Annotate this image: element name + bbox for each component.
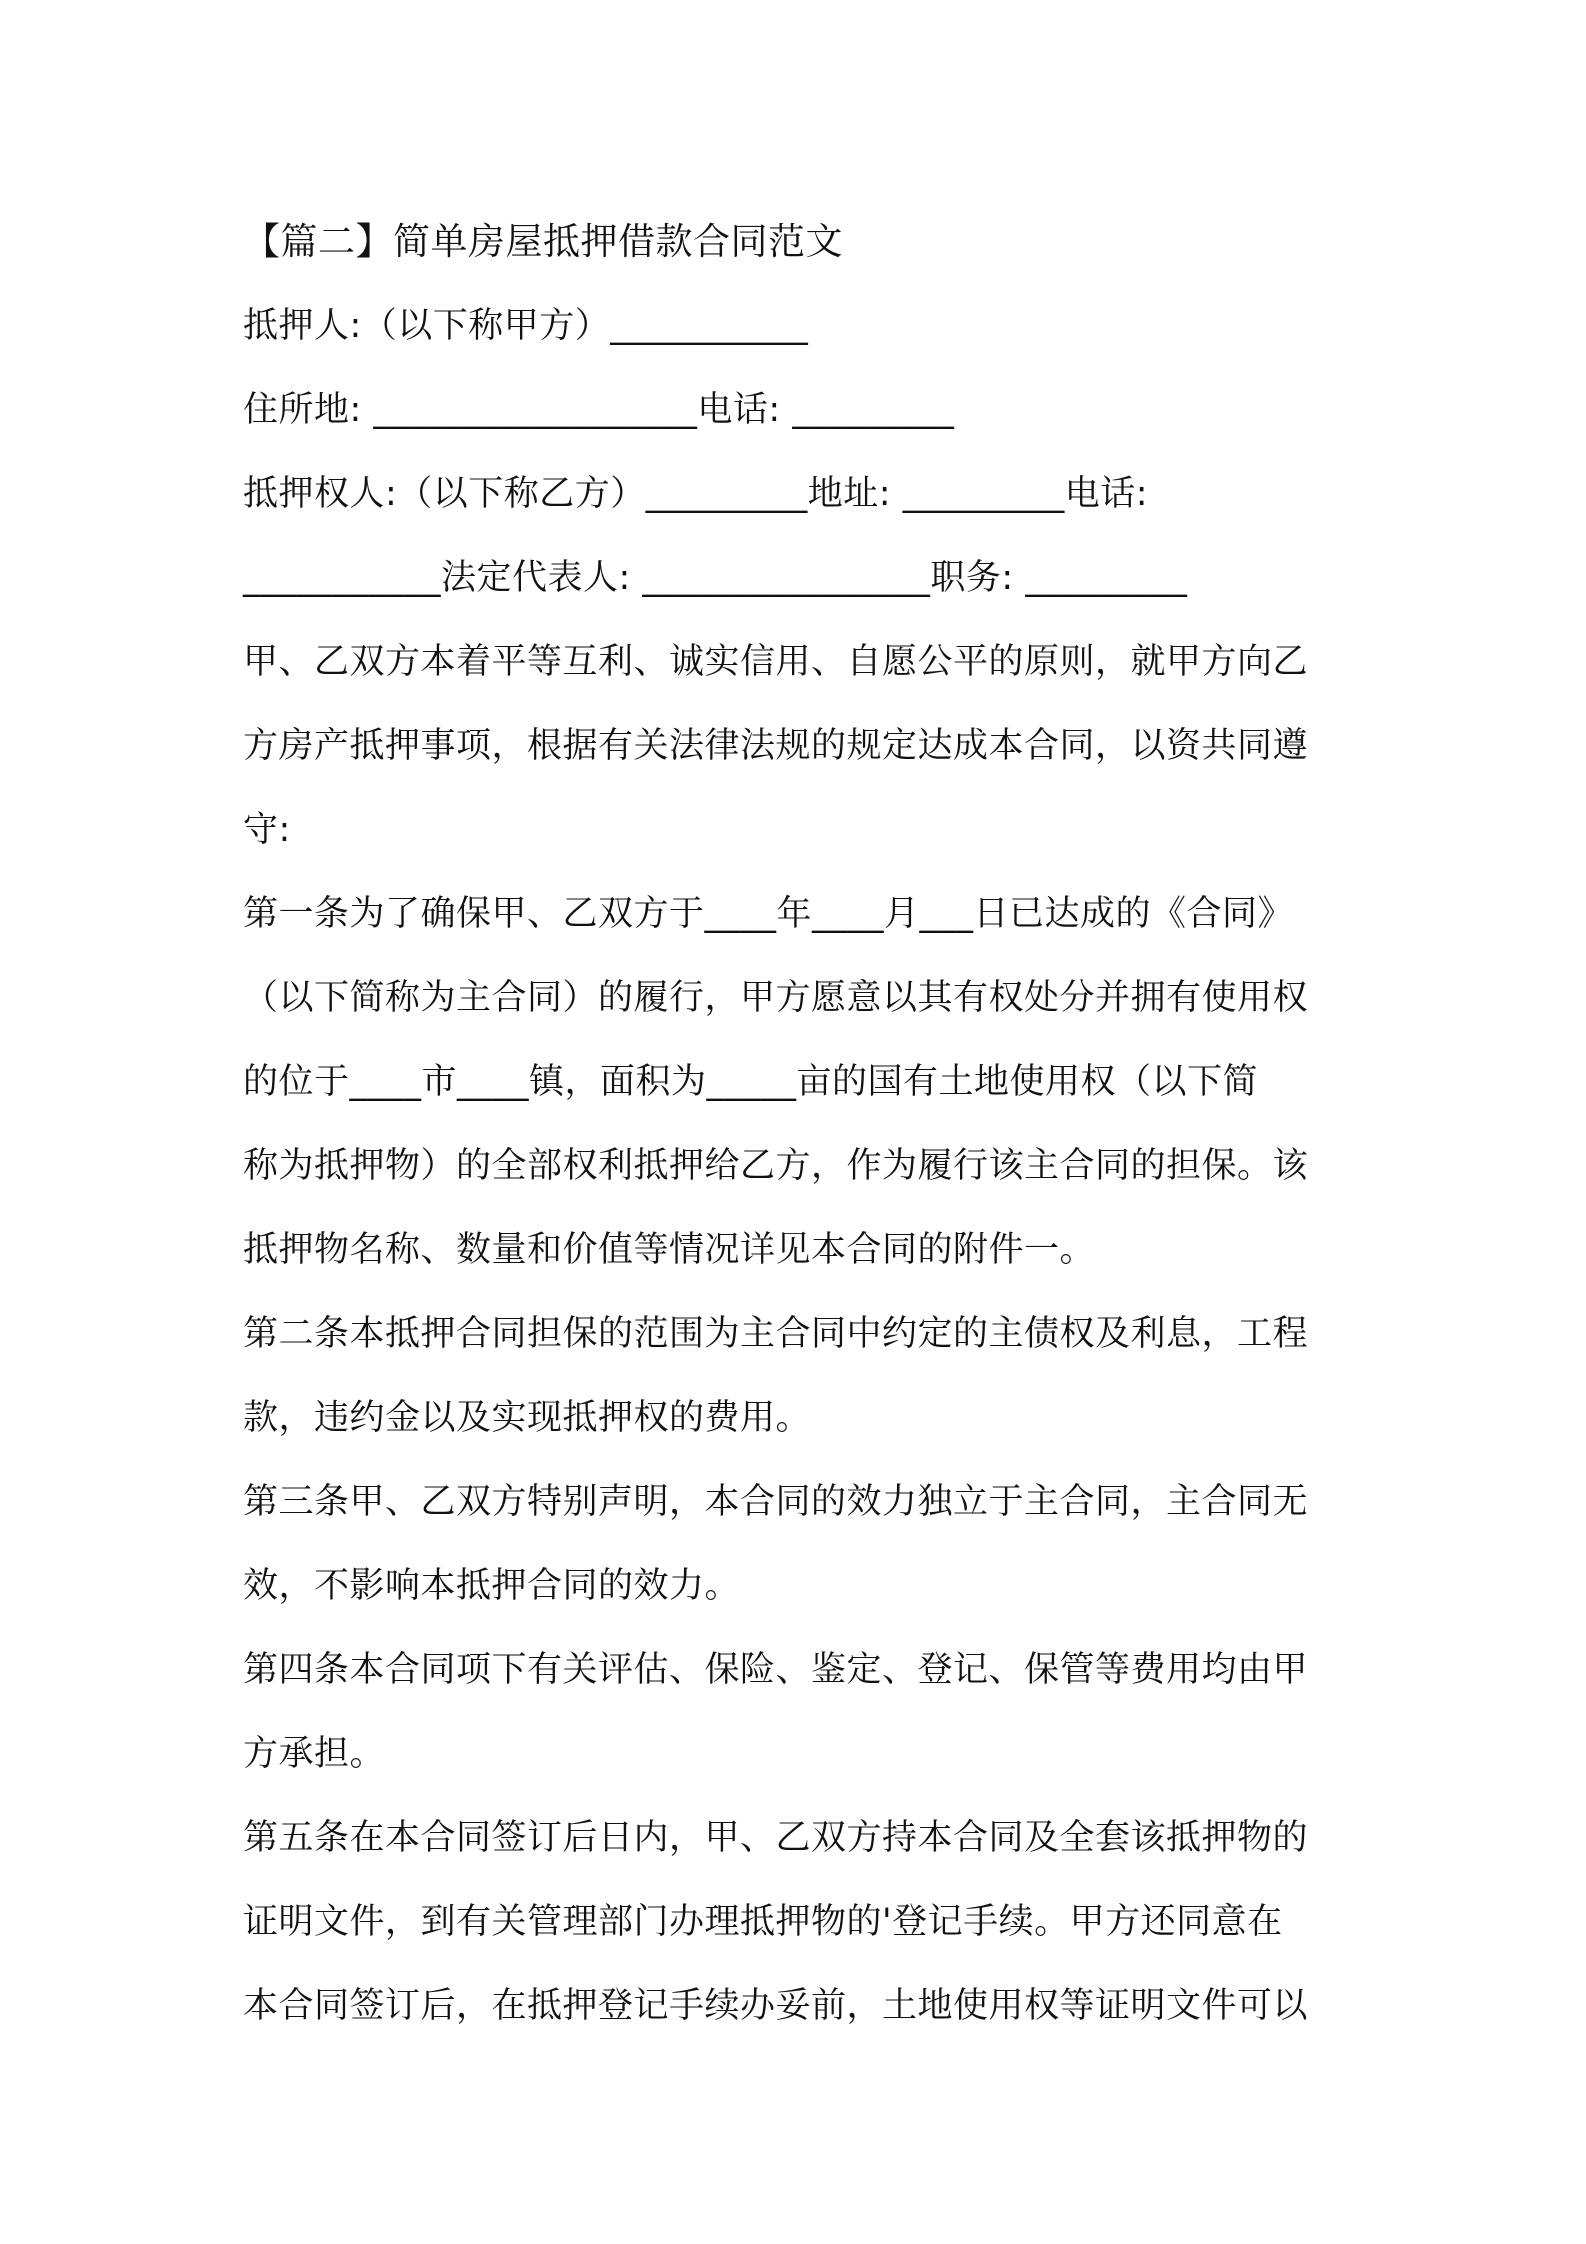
document-body xyxy=(243,200,1358,2048)
article-3-line-1: 第三条甲、乙双方特别声明，本合同的效力独立于主合同，主合同无 xyxy=(243,1482,1309,1522)
article-2-line-1: 第二条本抵押合同担保的范围为主合同中约定的主债权及利息，工程 xyxy=(243,1314,1309,1354)
document-title: 【篇二】简单房屋抵押借款合同范文 xyxy=(243,220,843,263)
article-1-line-3: 的位于____市____镇，面积为_____亩的国有土地使用权（以下简 xyxy=(243,1062,1259,1102)
article-2-line-2: 款，违约金以及实现抵押权的费用。 xyxy=(243,1398,812,1438)
party-b-line: 抵押权人:（以下称乙方）_________地址: _________电话: xyxy=(243,474,1149,514)
article-4-line-2: 方承担。 xyxy=(243,1734,386,1774)
preamble-line-3: 守: xyxy=(243,810,291,850)
party-a-line: 抵押人:（以下称甲方）___________ xyxy=(243,306,809,346)
article-5-line-2: 证明文件，到有关管理部门办理抵押物的'登记手续。甲方还同意在 xyxy=(243,1902,1283,1942)
article-1-line-5: 抵押物名称、数量和价值等情况详见本合同的附件一。 xyxy=(243,1230,1096,1270)
preamble-line-2: 方房产抵押事项，根据有关法律法规的规定达成本合同，以资共同遵 xyxy=(243,726,1309,766)
article-1-line-1: 第一条为了确保甲、乙双方于____年____月___日已达成的《合同》 xyxy=(243,894,1294,934)
article-3-line-2: 效，不影响本抵押合同的效力。 xyxy=(243,1566,741,1606)
article-5-line-1: 第五条在本合同签订后日内，甲、乙双方持本合同及全套该抵押物的 xyxy=(243,1818,1309,1858)
preamble-line-1: 甲、乙双方本着平等互利、诚实信用、自愿公平的原则，就甲方向乙 xyxy=(243,642,1309,682)
article-5-line-3: 本合同签订后，在抵押登记手续办妥前，土地使用权等证明文件可以 xyxy=(243,1986,1309,2026)
article-1-line-2: （以下简称为主合同）的履行，甲方愿意以其有权处分并拥有使用权 xyxy=(243,978,1309,1018)
article-1-line-4: 称为抵押物）的全部权利抵押给乙方，作为履行该主合同的担保。该 xyxy=(243,1146,1309,1186)
legal-rep-line: ___________法定代表人: ________________职务: _________ xyxy=(243,558,1188,598)
article-4-line-1: 第四条本合同项下有关评估、保险、鉴定、登记、保管等费用均由甲 xyxy=(243,1650,1309,1690)
address-phone-line: 住所地: __________________电话: _________ xyxy=(243,390,955,430)
